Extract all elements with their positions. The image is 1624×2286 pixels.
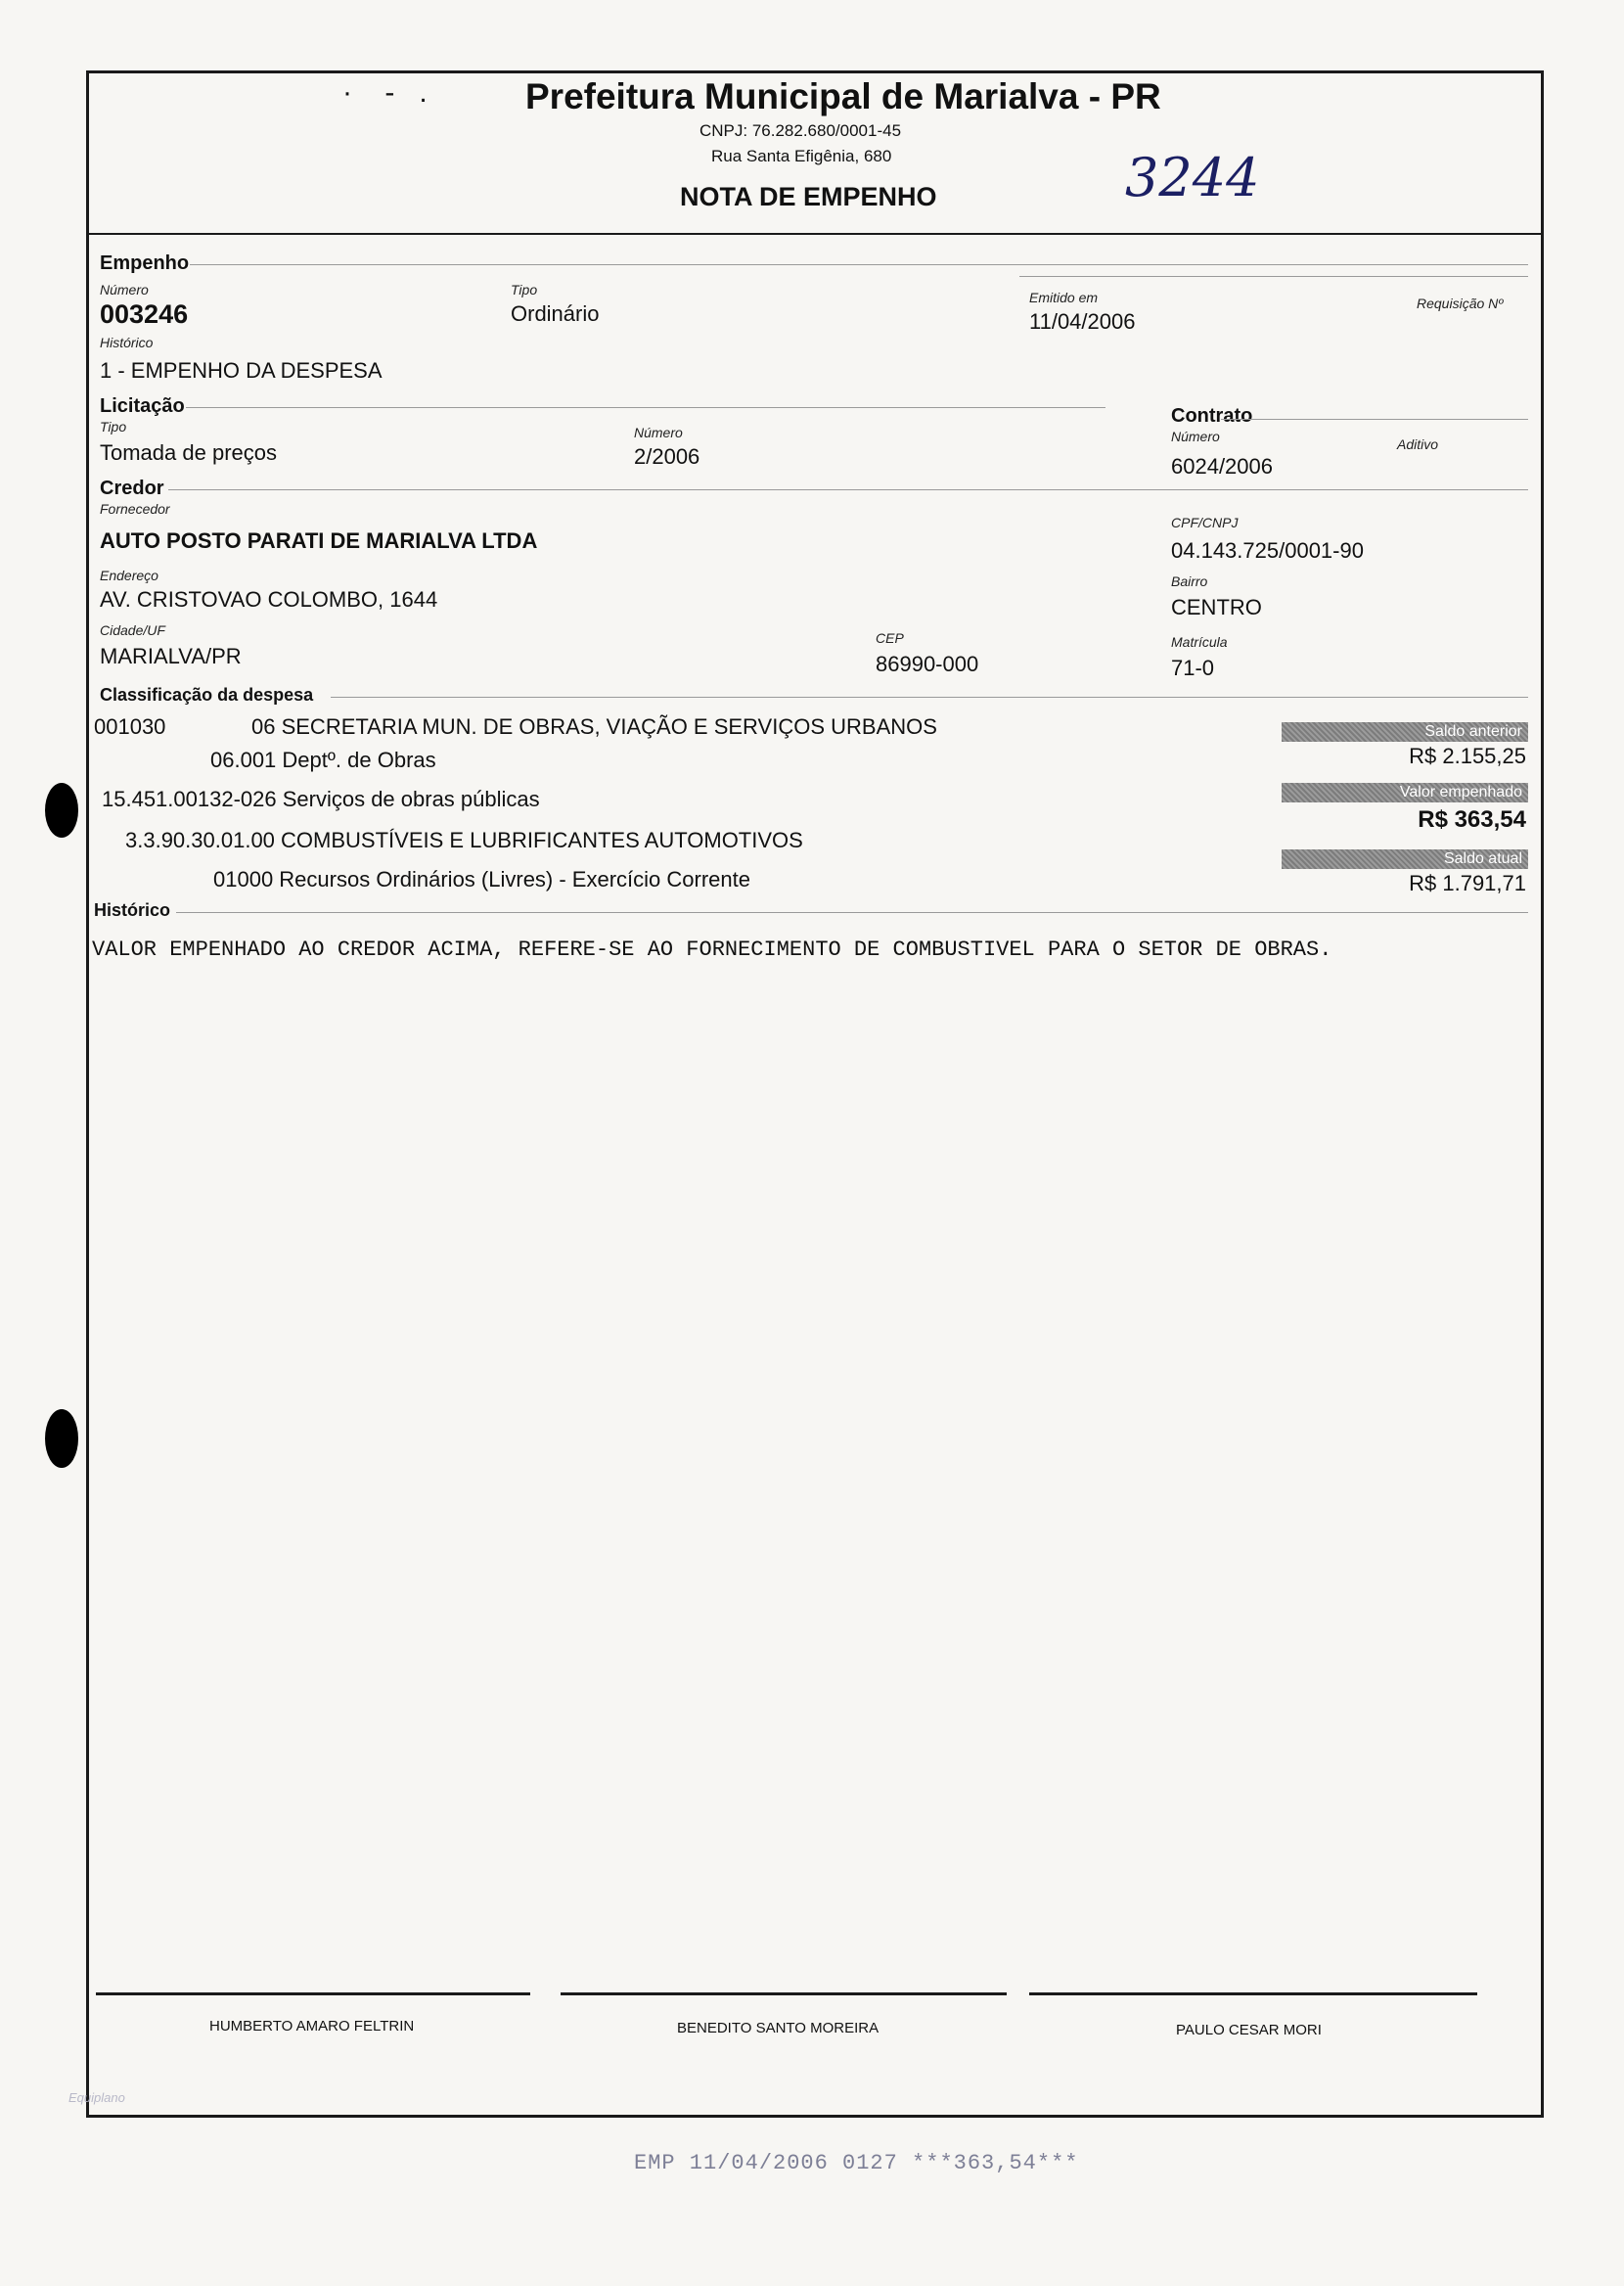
valor-empenhado: R$ 363,54 [1418,806,1526,833]
section-classificacao-rule [331,697,1528,698]
licitacao-tipo: Tomada de preços [100,440,277,465]
document-title: NOTA DE EMPENHO [680,182,937,211]
valor-empenhado-label: Valor empenhado [1282,783,1528,802]
register-stamp: EMP 11/04/2006 0127 ***363,54*** [634,2151,1079,2175]
contrato-aditivo-label: Aditivo [1397,436,1439,452]
contrato-numero: 6024/2006 [1171,454,1273,479]
licitacao-numero-label: Número [634,425,683,440]
classificacao-codigo: 001030 [94,714,166,739]
section-licitacao-rule [186,407,1105,408]
section-credor-rule [168,489,1528,490]
section-credor: Credor [100,478,164,499]
signature-name-2: BENEDITO SANTO MOREIRA [677,2020,880,2036]
punch-hole-top [45,783,78,838]
empenho-tipo: Ordinário [511,301,600,326]
handwritten-number: 3244 [1125,147,1260,208]
signature-line-2 [561,1992,1007,1995]
cep-label: CEP [876,630,904,646]
historico-empenho-label: Histórico [100,335,154,350]
section-empenho: Empenho [100,252,190,274]
empenho-tipo-label: Tipo [511,282,538,297]
saldo-atual-label: Saldo atual [1282,849,1528,869]
fornecedor: AUTO POSTO PARATI DE MARIALVA LTDA [100,528,538,553]
classificacao-funcional: 15.451.00132-026 Serviços de obras públicas [102,787,540,811]
licitacao-numero: 2/2006 [634,444,700,469]
header-dots-decoration: · - . [342,76,428,109]
empenho-numero-label: Número [100,282,149,297]
empenho-numero: 003246 [100,299,189,329]
page-title: Prefeitura Municipal de Marialva - PR [525,76,1161,116]
header-address: Rua Santa Efigênia, 680 [711,147,892,165]
classificacao-secretaria: 06 SECRETARIA MUN. DE OBRAS, VIAÇÃO E SERVIÇOS URBANOS [251,714,937,739]
section-historico: Histórico [94,900,171,920]
signature-name-1: HUMBERTO AMARO FELTRIN [209,2018,415,2035]
saldo-atual: R$ 1.791,71 [1409,871,1526,895]
requisicao-label: Requisição Nº [1417,296,1504,311]
section-contrato: Contrato [1171,405,1253,427]
cidade-label: Cidade/UF [100,622,165,638]
punch-hole-bottom [45,1409,78,1468]
emitido-label: Emitido em [1029,290,1099,305]
fornecedor-label: Fornecedor [100,501,170,517]
historico-text: VALOR EMPENHADO AO CREDOR ACIMA, REFERE-SE AO FORNECIMENTO DE COMBUSTIVEL PARA O SETOR DE OBRAS. [92,937,1332,962]
matricula-label: Matrícula [1171,634,1228,650]
cep: 86990-000 [876,652,979,676]
contrato-numero-label: Número [1171,429,1220,444]
cpf: 04.143.725/0001-90 [1171,538,1364,563]
section-classificacao: Classificação da despesa [100,685,314,705]
emitido-date: 11/04/2006 [1029,309,1136,334]
endereco: AV. CRISTOVAO COLOMBO, 1644 [100,587,438,612]
header-divider [86,233,1544,235]
saldo-anterior-label: Saldo anterior [1282,722,1528,742]
classificacao-recurso: 01000 Recursos Ordinários (Livres) - Exercício Corrente [213,867,750,892]
software-mark: Equiplano [68,2090,125,2105]
header-cnpj: CNPJ: 76.282.680/0001-45 [699,121,902,140]
endereco-label: Endereço [100,568,158,583]
saldo-anterior: R$ 2.155,25 [1409,744,1526,768]
bairro-label: Bairro [1171,573,1208,589]
classificacao-departamento: 06.001 Deptº. de Obras [210,748,436,772]
section-licitacao: Licitação [100,395,185,417]
licitacao-tipo-label: Tipo [100,419,127,434]
section-historico-rule [176,912,1528,913]
cpf-label: CPF/CNPJ [1171,515,1239,530]
classificacao-natureza: 3.3.90.30.01.00 COMBUSTÍVEIS E LUBRIFICANTES AUTOMOTIVOS [125,828,803,852]
matricula: 71-0 [1171,656,1215,680]
cidade: MARIALVA/PR [100,644,242,668]
signature-line-1 [96,1992,530,1995]
signature-line-3 [1029,1992,1477,1995]
historico-empenho: 1 - EMPENHO DA DESPESA [100,358,383,383]
emitido-rule [1019,276,1528,277]
section-contrato-rule [1221,419,1528,420]
bairro: CENTRO [1171,595,1262,619]
section-empenho-rule [190,264,1528,265]
signature-name-3: PAULO CESAR MORI [1176,2022,1322,2038]
